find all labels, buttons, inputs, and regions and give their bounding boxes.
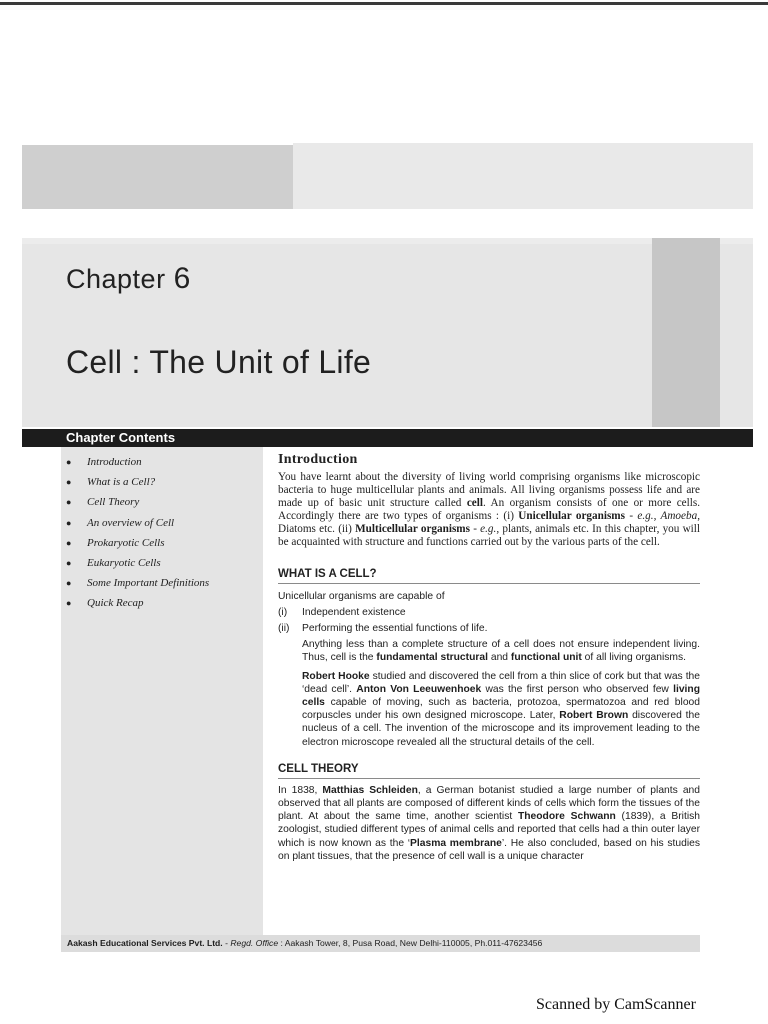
- contents-item: ● An overview of Cell: [66, 516, 175, 529]
- chapter-header-stripe: [22, 238, 753, 244]
- cell-theory-paragraph: In 1838, Matthias Schleiden, a German botanist studied a large number of plants and observed that all plants are composed of different kinds of cells which form the tissues of the plant. At about the same time, another scientist Theodore Schwann (1839), a British zoologist, studied different types of animal cells and reported that cells had a thin outer layer which is now known as the ‘Plasma membrane’. He also concluded, based on his studies on plant tissues, that the presence of cell wall is a unique character: [278, 784, 700, 862]
- chapter-label: [66, 262, 191, 296]
- header-band-dark: [22, 145, 293, 209]
- cell-theory-heading: CELL THEORY: [278, 763, 700, 779]
- chapter-contents-bar: [22, 429, 753, 447]
- bullet-icon: ●: [66, 477, 72, 488]
- what-is-cell-paragraph-2: Robert Hooke studied and discovered the cell from a thin slice of cork but that was the ‘dead cell’. Anton Von Leeuwenhoek was the first person who observed few living cells capable of moving, such as bacteria, protozoa, spermatozoa and red blood corpuscles under his own designed microscope. Later, Robert Brown discovered the nucleus of a cell. The invention of the microscope and its improvement leading to the electron microscope revealed all the structural details of the cell.: [302, 670, 701, 748]
- contents-item: ● Some Important Definitions: [66, 577, 210, 590]
- chapter-title: Cell : The Unit of Life: [66, 344, 372, 380]
- bullet-icon: ●: [66, 457, 72, 467]
- contents-list: [66, 455, 209, 617]
- bullet-icon: ●: [66, 578, 72, 589]
- contents-item: ● Introduction: [66, 456, 142, 468]
- contents-item: ● Prokaryotic Cells: [66, 536, 165, 549]
- bullet-icon: ●: [66, 557, 72, 568]
- what-is-cell-lead: Unicellular organisms are capable of: [278, 590, 445, 602]
- bullet-icon: ●: [66, 497, 72, 508]
- top-border-line: [0, 2, 768, 5]
- contents-item: ● Eukaryotic Cells: [66, 556, 161, 569]
- chapter-contents-heading: Chapter Contents: [66, 430, 176, 445]
- chapter-word: Chapter: [66, 264, 166, 294]
- header-band-light: [293, 143, 753, 209]
- main-content: [278, 452, 700, 863]
- page-footer: Aakash Educational Services Pvt. Ltd. - Regd. Office : Aakash Tower, 8, Pusa Road, New Delhi-110005, Ph.011-47623456: [61, 935, 700, 952]
- bullet-icon: ●: [66, 598, 72, 609]
- contents-item: ● Cell Theory: [66, 496, 140, 509]
- what-is-cell-paragraph-1: Anything less than a complete structure of a cell does not ensure independent living. Thus, cell is the fundamental structural and functional unit of all living organisms.: [302, 639, 700, 664]
- chapter-header-side-block: [652, 238, 720, 427]
- bullet-icon: ●: [66, 537, 72, 548]
- contents-item: ● What is a Cell?: [66, 476, 156, 489]
- list-item: (i) Independent existence: [278, 606, 406, 618]
- intro-paragraph: You have learnt about the diversity of living world comprising organisms like microscopic bacteria to huge multicellular plants and animals. All living organisms possess life and are made up of basic unit structure called cell. An organism consists of one or more cells. Accordingly there are two types of organisms : (i) Unicellular organisms - e.g., Amoeba, Diatoms etc. (ii) Multicellular organisms - e.g., plants, animals etc. In this chapter, you will be acquainted with structure and functions carried out by the various parts of the cell.: [278, 471, 700, 549]
- what-is-cell-heading: WHAT IS A CELL?: [278, 568, 700, 584]
- scanner-watermark: Scanned by CamScanner: [536, 996, 696, 1013]
- chapter-number: 6: [173, 262, 191, 295]
- list-item: (ii) Performing the essential functions of life.: [278, 622, 488, 634]
- intro-heading: Introduction: [278, 452, 358, 467]
- contents-item: ● Quick Recap: [66, 597, 144, 610]
- bullet-icon: ●: [66, 517, 72, 528]
